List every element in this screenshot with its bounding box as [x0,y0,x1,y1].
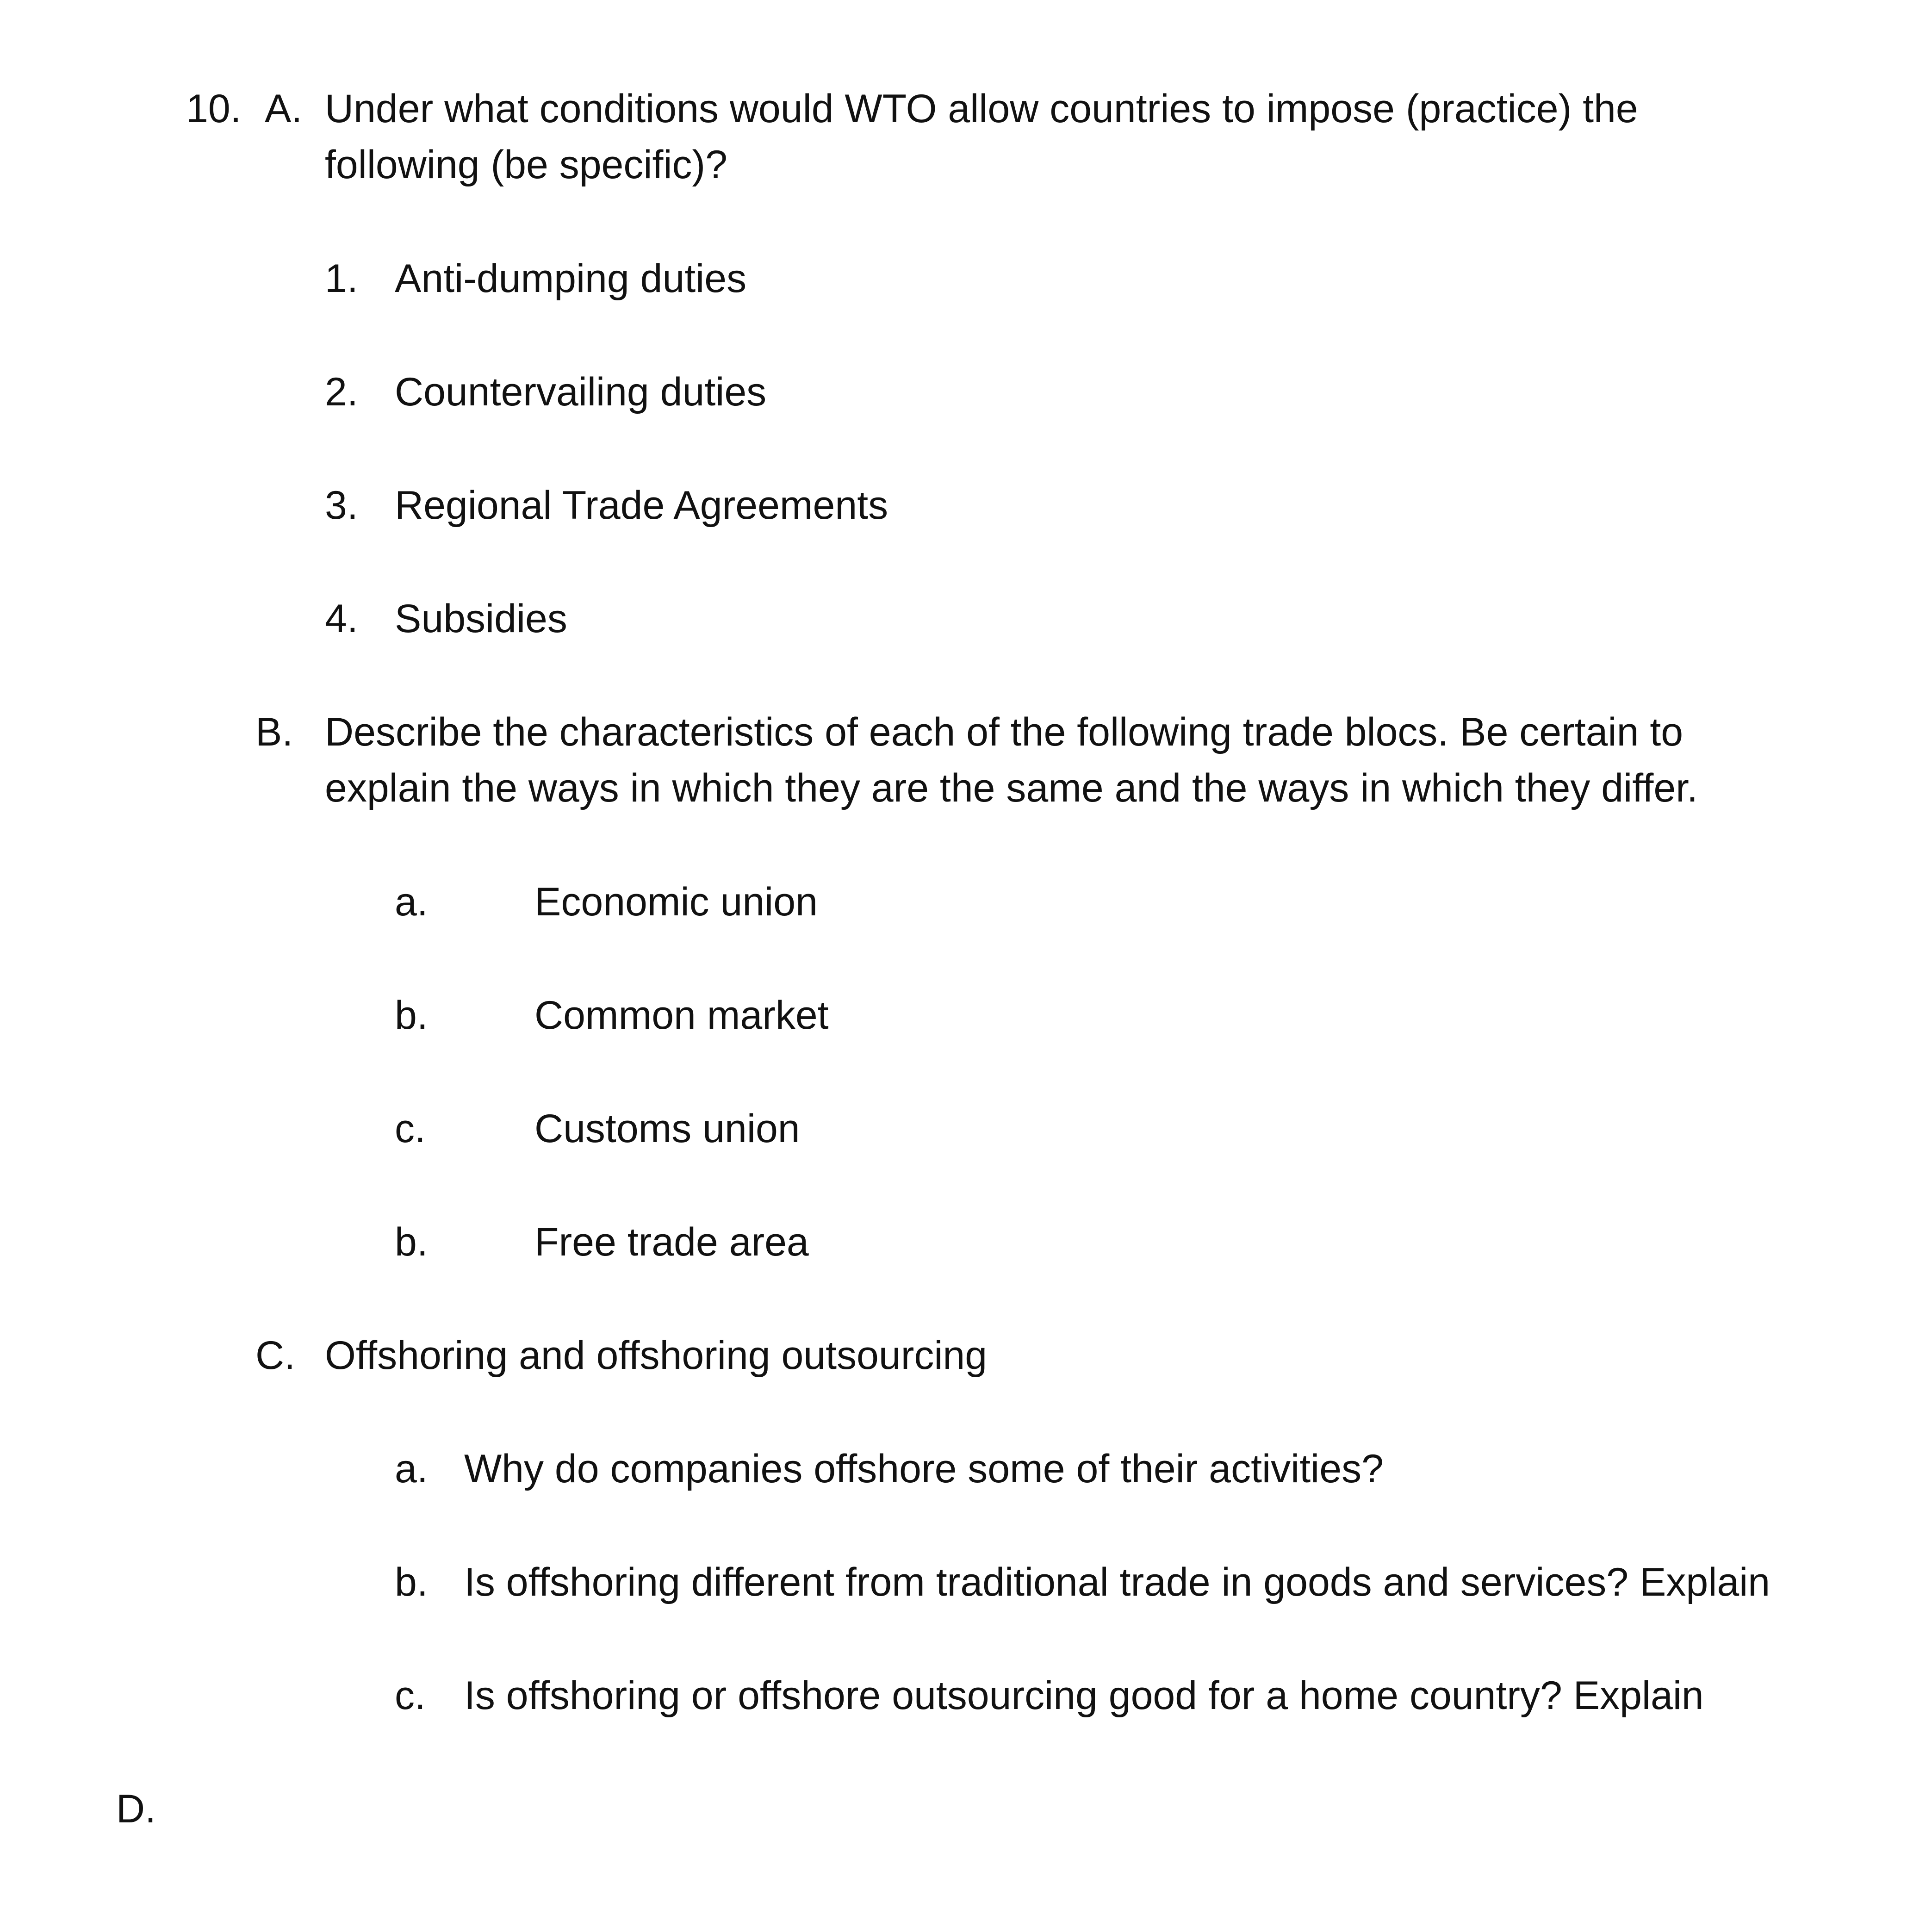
part-a-item-marker: 2. [325,370,358,414]
part-a-item-text: Countervailing duties [395,370,767,414]
part-a-item-marker: 1. [325,256,358,301]
part-b-item-text: Customs union [534,1106,800,1151]
part-b-item-text: Economic union [534,880,818,924]
part-b-item-marker: b. [395,1220,428,1264]
part-a-item-text: Regional Trade Agreements [395,483,888,528]
part-a-item-marker: 3. [325,483,358,528]
part-b-item-text: Free trade area [534,1220,809,1264]
part-a-question-line-1: Under what conditions would WTO allow countries to impose (practice) the [325,87,1638,131]
part-a-item-text: Subsidies [395,597,567,641]
part-b-question-line-1: Describe the characteristics of each of the following trade blocs. Be certain to [325,710,1684,754]
part-b-item-text: Common market [534,993,829,1038]
question-number: 10. [186,87,242,131]
part-c-marker: C. [255,1333,295,1378]
part-b-marker: B. [255,710,293,754]
part-c-item-marker: b. [395,1560,428,1604]
part-b-question-line-2: explain the ways in which they are the same and the ways in which they differ. [325,766,1698,810]
part-c-item-text: Why do companies offshore some of their activities? [464,1447,1384,1491]
part-b-item-marker: b. [395,993,428,1038]
part-c-item-marker: c. [395,1673,426,1718]
part-b-item-marker: a. [395,880,428,924]
part-a-item-marker: 4. [325,597,358,641]
part-c-title: Offshoring and offshoring outsourcing [325,1333,988,1378]
part-c-item-text: Is offshoring different from traditional trade in goods and services? Explain [464,1560,1770,1604]
part-c-item-marker: a. [395,1447,428,1491]
part-a-question-line-2: following (be specific)? [325,143,727,187]
part-a-item-text: Anti-dumping duties [395,256,747,301]
part-c-item-text: Is offshoring or offshore outsourcing good for a home country? Explain [464,1673,1704,1718]
part-b-item-marker: c. [395,1106,426,1151]
part-a-marker: A. [265,87,303,131]
part-d-marker: D. [116,1787,156,1831]
